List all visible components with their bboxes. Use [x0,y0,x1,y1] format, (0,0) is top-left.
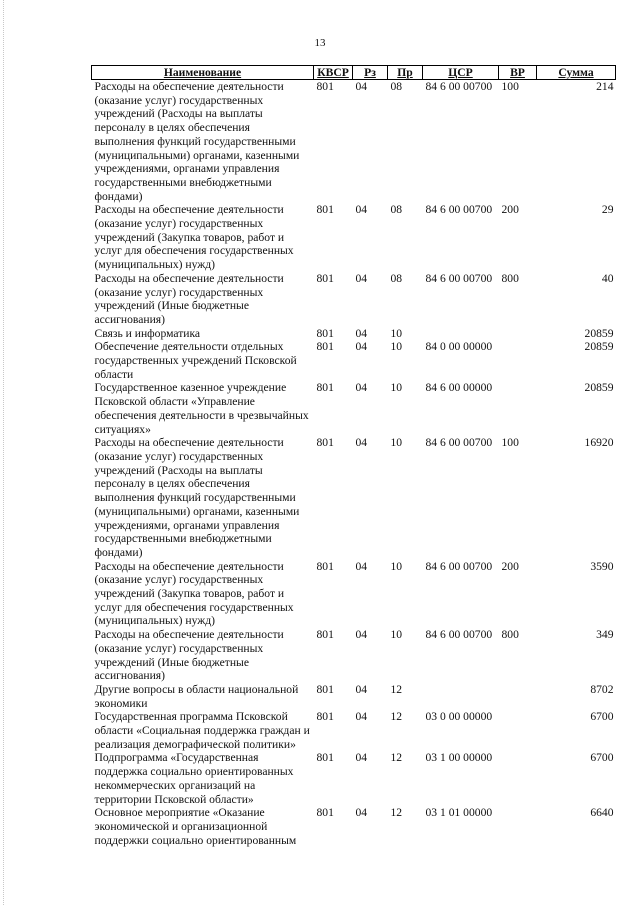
cell-csr: 84 6 00 00700 [425,271,493,285]
cell-pr: 10 [390,559,403,573]
header-vr: ВР [499,66,537,80]
header-rz: Рз [353,66,388,80]
cell-name: Расходы на обеспечение деятельности (оказание услуг) государственных учреждений (Иные бюджетные ассигнования) [94,271,284,326]
cell-rz: 04 [355,751,368,765]
cell-pr: 12 [390,751,403,765]
cell-name: Расходы на обеспечение деятельности (оказание услуг) государственных учреждений (Закупка товаров, работ и услуг для обеспечения государственных (муниципальных) нужд) [94,559,294,628]
cell-name: Государственная программа Псковской области «Социальная поддержка граждан и реализация демографической политики» [94,710,310,751]
cell-vr [499,683,537,710]
cell-vr: 800 [501,271,519,285]
cell-csr: 84 6 00 00700 [425,203,493,217]
cell-csr: 84 0 00 00000 [425,340,493,354]
table-row [92,80,616,204]
cell-sum: 3590 [590,559,614,573]
cell-csr: 84 6 00 00700 [425,80,493,93]
cell-sum: 20859 [584,381,614,395]
cell-pr: 10 [390,436,403,450]
table-row [92,272,616,327]
budget-table [91,65,616,847]
table-row [92,381,616,436]
table-header-row [92,66,616,80]
cell-sum: 6640 [590,806,614,820]
cell-pr: 10 [390,628,403,642]
cell-rz: 04 [355,806,368,820]
cell-vr: 200 [501,559,519,573]
cell-kvsr: 801 [316,806,334,820]
cell-kvsr: 801 [316,326,334,340]
cell-name: Государственное казенное учреждение Псковской области «Управление обеспечения деятельности в чрезвычайных ситуациях» [94,381,309,436]
cell-sum: 349 [596,628,614,642]
cell-pr: 10 [390,340,403,354]
cell-name: Расходы на обеспечение деятельности (оказание услуг) государственных учреждений (Иные бюджетные ассигнования) [94,628,284,683]
table-row [92,436,616,559]
cell-kvsr: 801 [316,682,334,696]
cell-rz: 04 [355,80,368,93]
cell-vr [499,751,537,806]
table-row [92,710,616,751]
table-row [92,751,616,806]
cell-vr: 200 [501,203,519,217]
cell-name: Подпрограмма «Государственная поддержка социально ориентированных некоммерческих организаций на территории Псковской области» [94,751,294,806]
cell-kvsr: 801 [316,628,334,642]
page-edge-dotted-line [3,0,4,905]
cell-kvsr: 801 [316,381,334,395]
table-row [92,203,616,272]
cell-name: Основное мероприятие «Оказание экономической и организационной поддержки социально ориентированным [94,806,297,847]
cell-rz: 04 [355,436,368,450]
header-kvsr: КВСР [314,66,353,80]
cell-name: Другие вопросы в области национальной экономики [94,682,299,710]
cell-csr: 03 1 00 00000 [425,751,493,765]
cell-name: Расходы на обеспечение деятельности (оказание услуг) государственных учреждений (Расходы на выплаты персоналу в целях обеспечения выполнения функций государственными (муниципальными) органами, казенными учреждениями, органами управления государственными внебюджетными фондами) [94,80,300,203]
cell-sum: 29 [601,203,614,217]
cell-sum: 6700 [590,751,614,765]
cell-rz: 04 [355,710,368,724]
cell-csr: 84 6 00 00700 [425,628,493,642]
cell-sum: 20859 [584,340,614,354]
cell-vr [499,381,537,436]
cell-pr: 12 [390,806,403,820]
cell-kvsr: 801 [316,436,334,450]
cell-vr [499,340,537,381]
header-name: Наименование [92,66,314,80]
cell-pr: 12 [390,710,403,724]
cell-rz: 04 [355,559,368,573]
table-row [92,683,616,710]
cell-pr: 08 [390,203,403,217]
cell-csr: 84 6 00 00000 [425,381,493,395]
cell-rz: 04 [355,340,368,354]
cell-csr [423,683,499,710]
cell-csr: 84 6 00 00700 [425,436,493,450]
table-row [92,806,616,847]
page-number: 13 [314,37,326,49]
cell-name: Обеспечение деятельности отдельных государственных учреждений Псковской области [94,340,297,381]
cell-rz: 04 [355,326,368,340]
cell-kvsr: 801 [316,340,334,354]
cell-kvsr: 801 [316,710,334,724]
cell-kvsr: 801 [316,80,334,93]
cell-pr: 12 [390,682,403,696]
cell-name: Связь и информатика [94,326,201,340]
cell-pr: 08 [390,80,403,93]
cell-sum: 6700 [590,710,614,724]
cell-csr: 03 0 00 00000 [425,710,493,724]
table-row [92,340,616,381]
cell-rz: 04 [355,628,368,642]
cell-csr: 84 6 00 00700 [425,559,493,573]
cell-sum: 214 [596,80,614,93]
cell-rz: 04 [355,381,368,395]
cell-sum: 20859 [584,326,614,340]
header-csr: ЦСР [423,66,499,80]
table-row [92,628,616,683]
cell-sum: 8702 [590,682,614,696]
table-row [92,327,616,341]
header-sum: Сумма [537,66,616,80]
cell-rz: 04 [355,203,368,217]
cell-pr: 10 [390,381,403,395]
cell-pr: 08 [390,271,403,285]
cell-csr: 03 1 01 00000 [425,806,493,820]
cell-vr: 800 [501,628,519,642]
cell-kvsr: 801 [316,751,334,765]
cell-vr [499,710,537,751]
cell-sum: 40 [601,271,614,285]
table-row [92,560,616,629]
cell-rz: 04 [355,271,368,285]
header-pr: Пр [388,66,423,80]
cell-name: Расходы на обеспечение деятельности (оказание услуг) государственных учреждений (Закупка товаров, работ и услуг для обеспечения государственных (муниципальных) нужд) [94,203,294,272]
cell-sum: 16920 [584,436,614,450]
cell-csr [423,327,499,341]
cell-vr: 100 [501,436,519,450]
cell-vr: 100 [501,80,519,93]
cell-rz: 04 [355,682,368,696]
cell-name: Расходы на обеспечение деятельности (оказание услуг) государственных учреждений (Расходы на выплаты персоналу в целях обеспечения выполнения функций государственными (муниципальными) органами, казенными учреждениями, органами управления государственными внебюджетными фондами) [94,436,300,559]
cell-pr: 10 [390,326,403,340]
cell-kvsr: 801 [316,559,334,573]
cell-kvsr: 801 [316,203,334,217]
cell-vr [499,327,537,341]
cell-kvsr: 801 [316,271,334,285]
cell-vr [499,806,537,847]
